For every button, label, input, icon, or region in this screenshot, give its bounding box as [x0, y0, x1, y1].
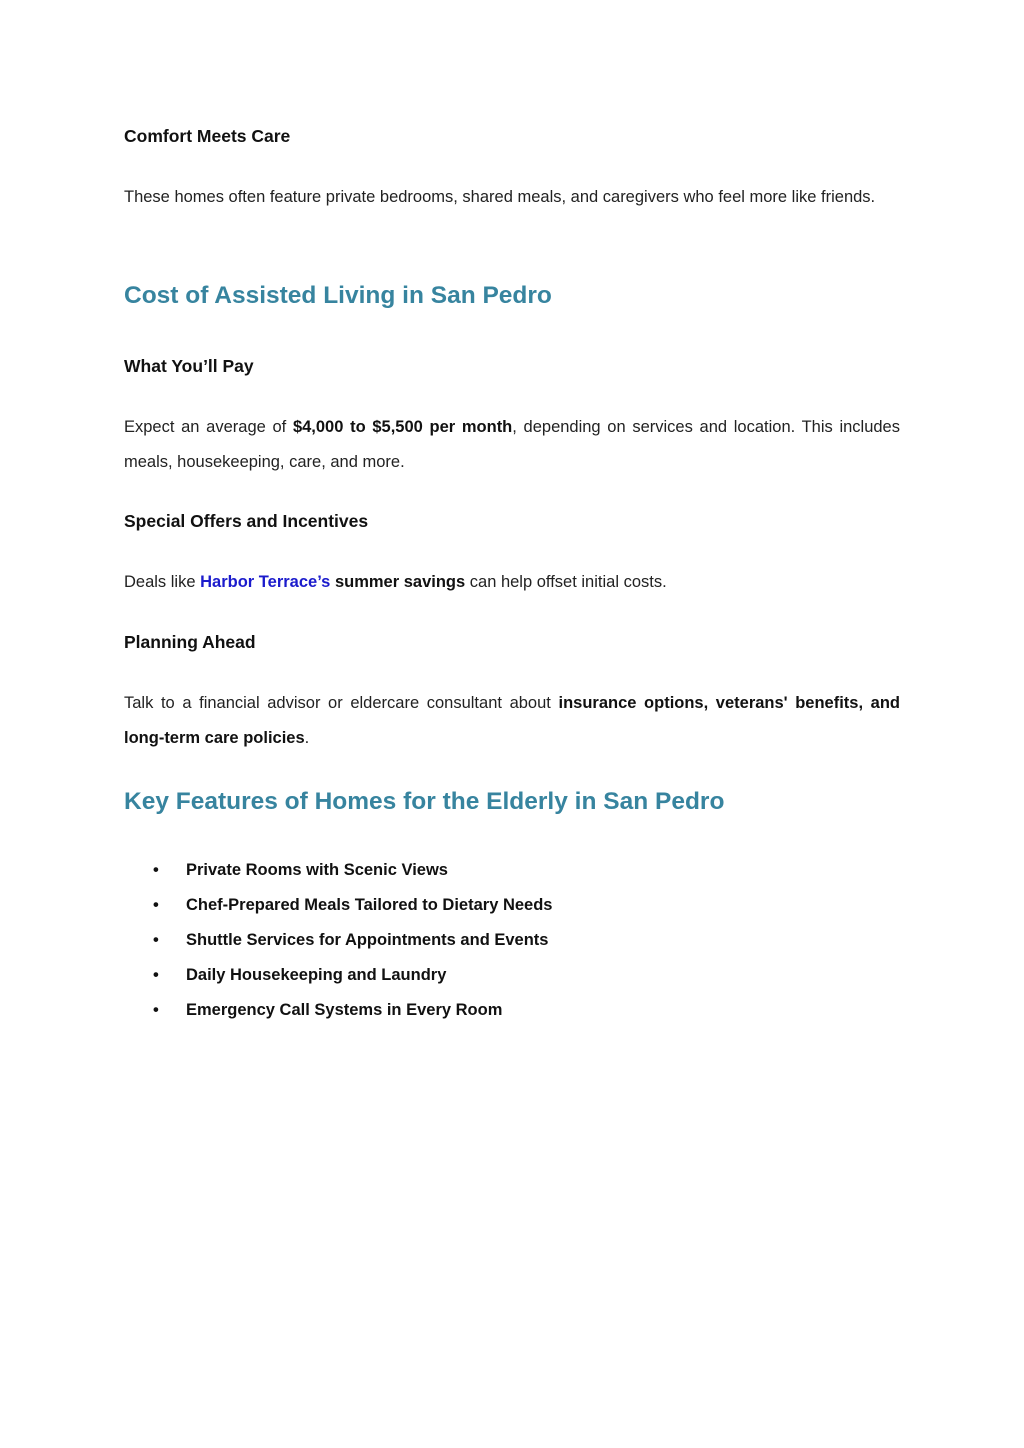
planning-text-after: . [304, 729, 310, 747]
feature-label: Emergency Call Systems in Every Room [186, 1001, 503, 1019]
pay-price-range: $4,000 to $5,500 per month [292, 418, 513, 436]
list-item [124, 958, 900, 993]
list-item [124, 923, 900, 958]
feature-label: Shuttle Services for Appointments and Events [186, 931, 549, 949]
comfort-section [124, 124, 900, 148]
cost-section-title-block [124, 280, 900, 312]
planning-paragraph [124, 686, 900, 756]
features-section-title-block [124, 786, 900, 818]
list-item [124, 888, 900, 923]
bullet-icon: • [153, 966, 159, 984]
offers-summer-savings: summer savings [334, 573, 466, 591]
planning-heading: Planning Ahead [124, 632, 256, 652]
offers-paragraph-block [124, 565, 900, 600]
feature-label: Chef-Prepared Meals Tailored to Dietary Needs [186, 896, 553, 914]
features-list [124, 853, 900, 1028]
planning-heading-block [124, 630, 900, 654]
cost-section-title: Cost of Assisted Living in San Pedro [124, 282, 552, 309]
offers-text-before: Deals like [124, 573, 201, 591]
harbor-terrace-link[interactable]: Harbor Terrace’s [200, 573, 331, 591]
planning-text-before: Talk to a financial advisor or eldercare consultant about [124, 694, 559, 712]
planning-paragraph-block [124, 686, 900, 756]
comfort-paragraph-block [124, 180, 900, 215]
offers-heading: Special Offers and Incentives [124, 511, 369, 531]
pay-paragraph [124, 410, 900, 480]
comfort-heading: Comfort Meets Care [124, 126, 291, 146]
offers-text-after: can help offset initial costs. [465, 573, 667, 591]
features-section-title: Key Features of Homes for the Elderly in San Pedro [124, 788, 725, 815]
pay-heading: What You’ll Pay [124, 356, 254, 376]
planning-bold-options: insurance options, veterans' benefits, and long-term care policies [124, 694, 901, 747]
feature-label: Private Rooms with Scenic Views [186, 861, 448, 879]
feature-label: Daily Housekeeping and Laundry [186, 966, 447, 984]
bullet-icon: • [153, 931, 159, 949]
offers-heading-block [124, 509, 900, 533]
bullet-icon: • [153, 1001, 159, 1019]
pay-paragraph-block [124, 410, 900, 480]
pay-text-before: Expect an average of [124, 418, 293, 436]
bullet-icon: • [153, 861, 159, 879]
pay-text-after: , depending on services and location. This includes meals, housekeeping, care, and more. [124, 418, 900, 471]
offers-paragraph [124, 565, 900, 600]
list-item [124, 993, 900, 1028]
features-list-block [124, 853, 900, 1028]
bullet-icon: • [153, 896, 159, 914]
list-item [124, 853, 900, 888]
pay-heading-block [124, 354, 900, 378]
comfort-paragraph: These homes often feature private bedrooms, shared meals, and caregivers who feel more like friends. [124, 188, 876, 206]
